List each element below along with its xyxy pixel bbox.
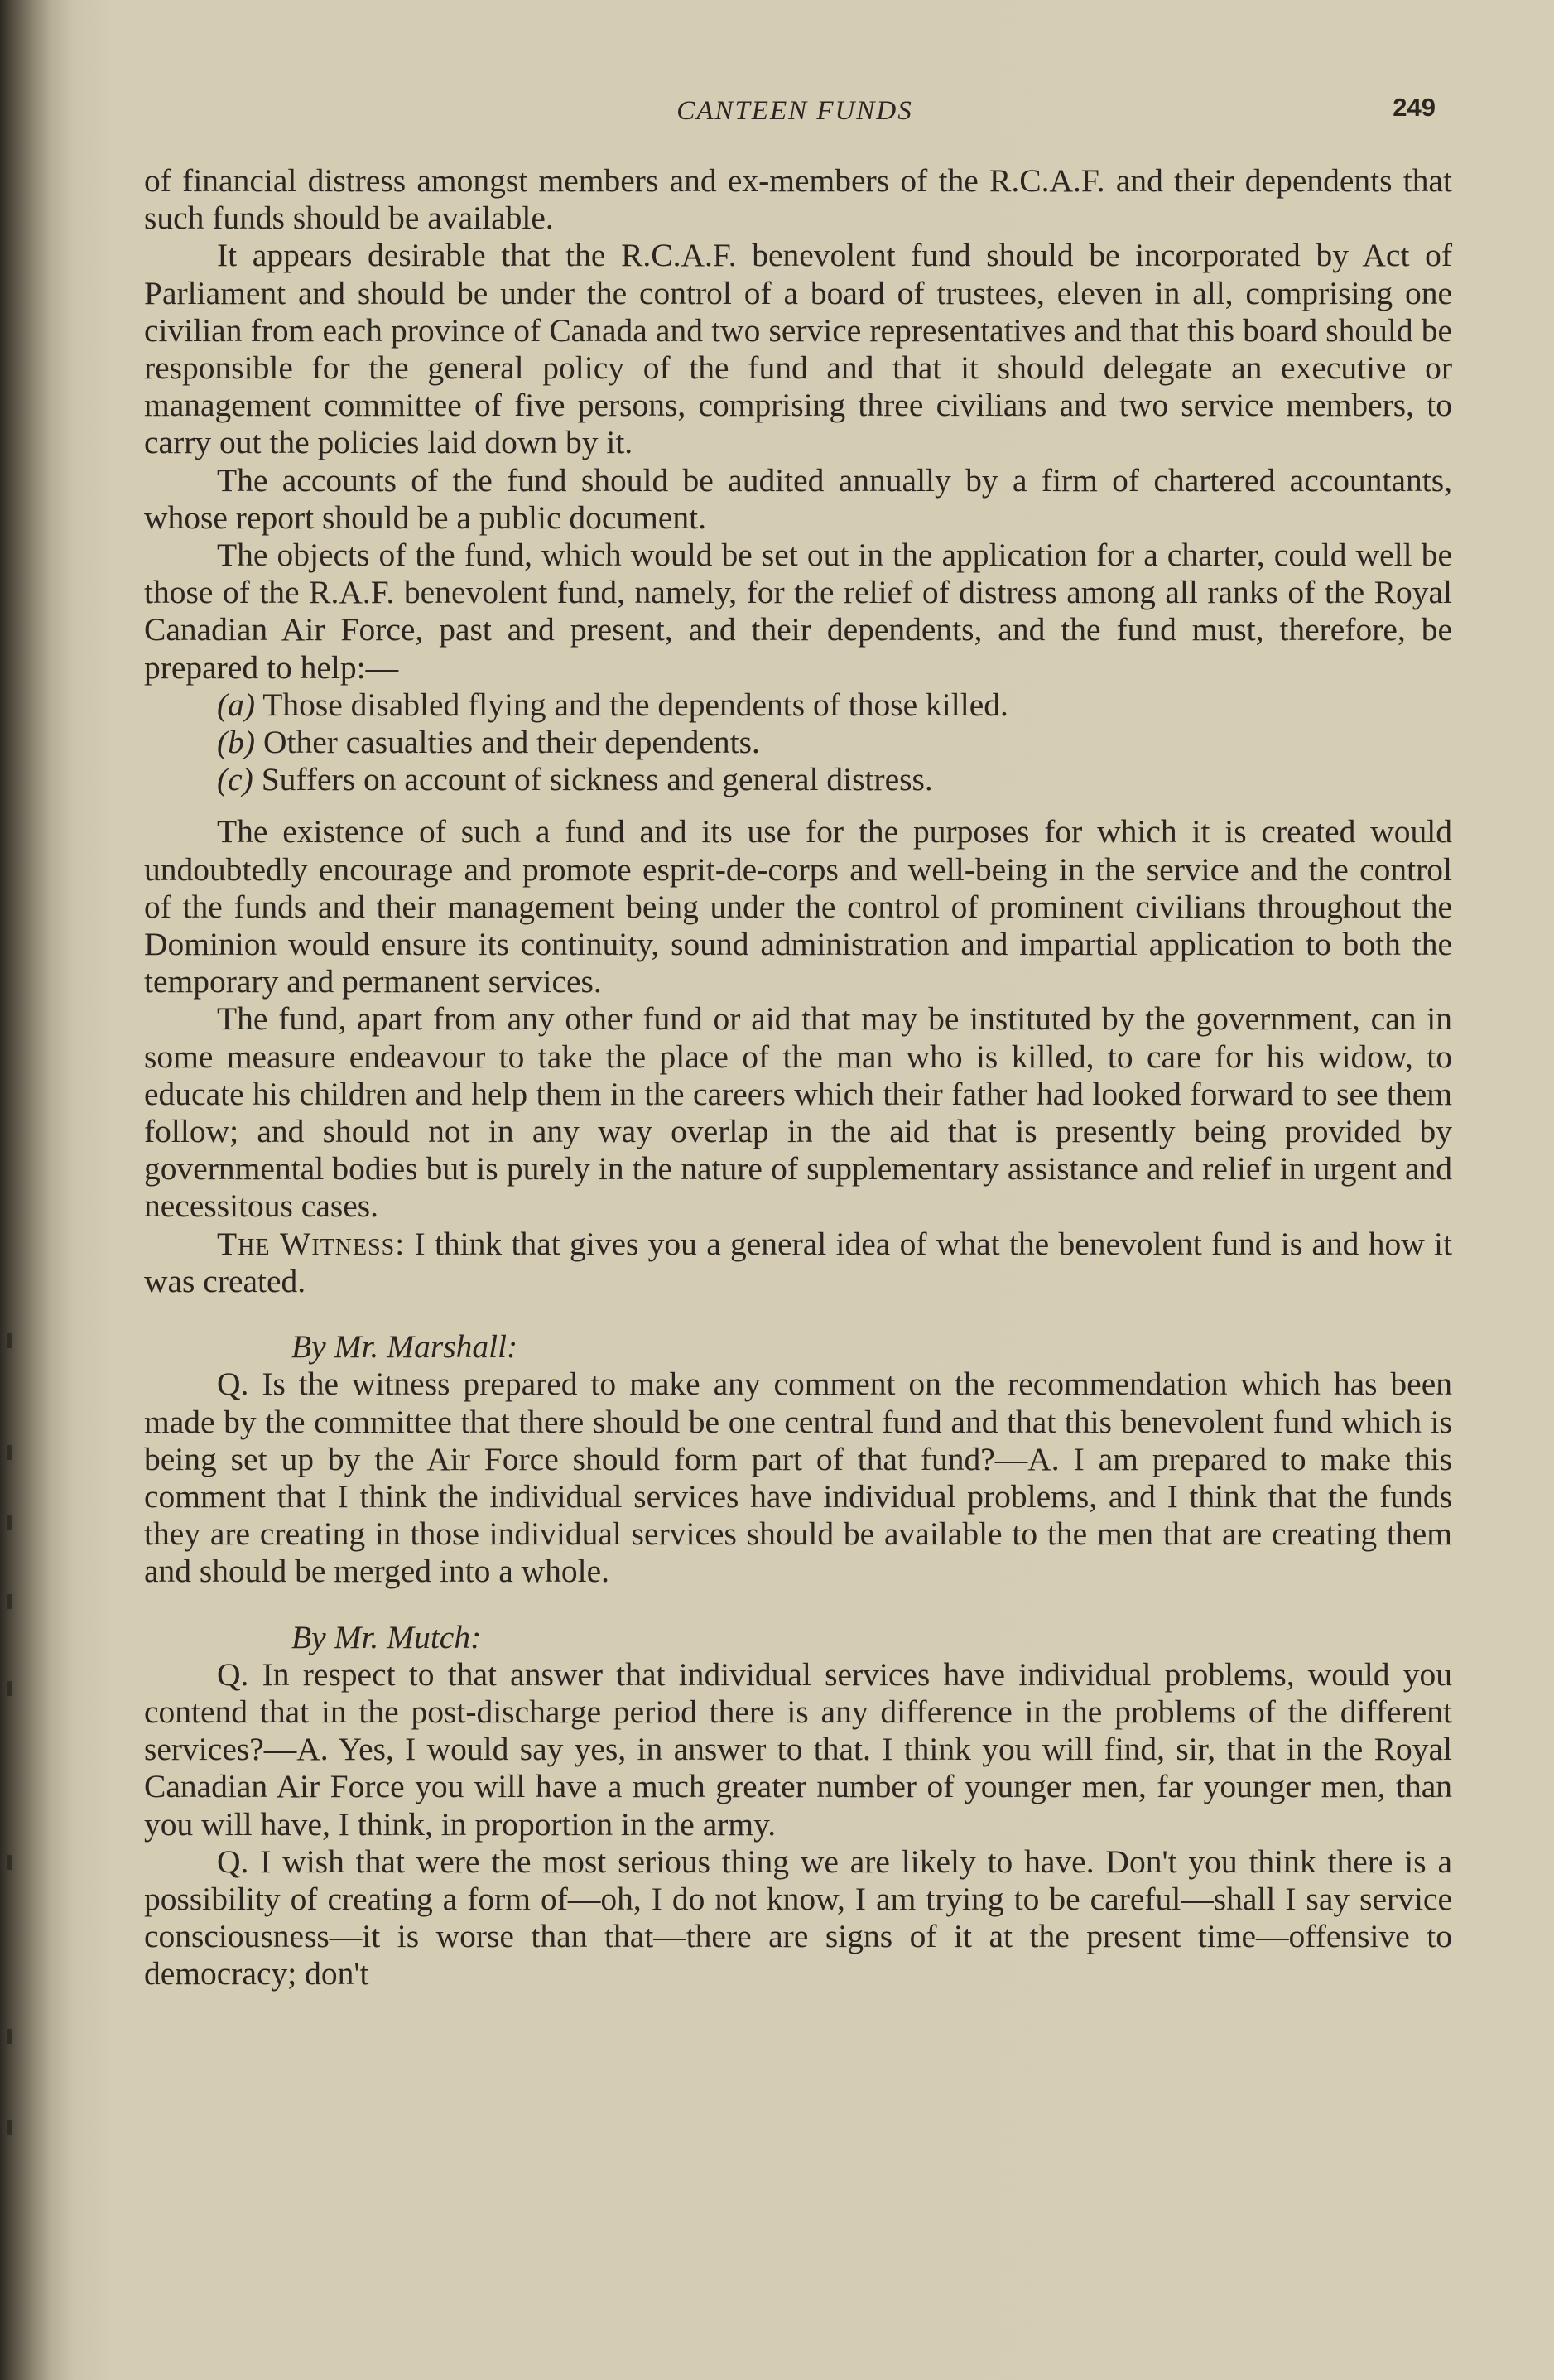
spacer [144, 1300, 1452, 1328]
question-mutch-2: Q. I wish that were the most serious thing we are likely to have. Don't you think there is a possibility of creating a form of—oh, I do not know, I am trying to be careful—shall I say service consciousness—it is worse than that—there are signs of it at the present time—offensive to democracy; don't [144, 1843, 1452, 1992]
objects-list [144, 687, 1452, 799]
gutter-mark [7, 1855, 12, 1870]
running-title: CANTEEN FUNDS [676, 96, 913, 126]
question-mutch-1: Q. In respect to that answer that individual services have individual problems, would you contend that in the post-discharge period there is any difference in the problems of the different services?—A. Yes, I would say yes, in answer to that. I think you will find, sir, that in the Royal Canadian Air Force you will have a much greater number of younger men, far younger men, than you will have, I think, in proportion in the army. [144, 1655, 1452, 1843]
spacer [144, 1591, 1452, 1619]
gutter-mark [7, 2120, 12, 2135]
paragraph-continuation: of financial distress amongst members and ex-members of the R.C.A.F. and their dependents that such funds should be available. [144, 162, 1452, 237]
paragraph-existence: The existence of such a fund and its use for the purposes for which it is created would undoubtedly encourage and promote esprit-de-corps and well-being in the service and the control of the funds and their management being under the control of prominent civilians throughout the Dominion would ensure its continuity, sound administration and impartial application to both the temporary and permanent services. [144, 813, 1452, 1000]
list-marker: (a) [217, 686, 256, 723]
paragraph-accounts: The accounts of the fund should be audited annually by a firm of chartered accountants, whose report should be a public document. [144, 461, 1452, 536]
witness-statement [144, 1226, 1452, 1300]
section-heading-marshall: By Mr. Marshall: [291, 1328, 518, 1366]
gutter-mark [7, 1445, 12, 1460]
list-marker: (c) [217, 761, 253, 798]
gutter-mark [7, 2029, 12, 2044]
body-text [144, 162, 1452, 1993]
list-item [144, 761, 1452, 798]
question-marshall: Q. Is the witness prepared to make any comment on the recommendation which has been made by the committee that there should be one central fund and that this benevolent fund which is being set up by the Air Force should form part of that fund?—A. I am prepared to make this comment that I think the individual services have individual problems, and I think that the funds they are creating in those individual services should be available to the men that are creating them and should be merged into a whole. [144, 1366, 1452, 1590]
list-text: Suffers on account of sickness and general distress. [261, 761, 933, 798]
page-number: 249 [1393, 93, 1436, 122]
gutter-mark [7, 1333, 12, 1348]
binding-gutter [0, 0, 25, 2380]
list-marker: (b) [217, 724, 256, 761]
list-item [144, 724, 1452, 761]
paragraph-fund-purpose: The fund, apart from any other fund or aid that may be instituted by the government, can in some measure endeavour to take the place of the man who is killed, to care for his widow, to educate his children and help them in the careers which their father had looked forward to see them follow; and should not in any way overlap in the aid that is presently being provided by governmental bodies but is purely in the nature of supplementary assistance and relief in urgent and necessitous cases. [144, 1000, 1452, 1225]
section-heading-mutch: By Mr. Mutch: [291, 1618, 482, 1655]
paragraph-incorporation: It appears desirable that the R.C.A.F. benevolent fund should be incorporated by Act of Parliament and should be under the control of a board of trustees, eleven in all, comprising one civilian from each province of Canada and two service representatives and that this board should be responsible for the general policy of the fund and that it should delegate an executive or management committee of five persons, comprising three civilians and two service members, to carry out the policies laid down by it. [144, 237, 1452, 461]
gutter-mark [7, 1515, 12, 1530]
witness-label: The Witness: [217, 1225, 406, 1262]
list-item [144, 687, 1452, 724]
spacer [144, 798, 1452, 813]
paragraph-objects: The objects of the fund, which would be set out in the application for a charter, could well be those of the R.A.F. benevolent fund, namely, for the relief of distress among all ranks of the Royal Canadian Air Force, past and present, and their dependents, and the fund must, therefore, be prepared to help:— [144, 537, 1452, 686]
gutter-mark [7, 1594, 12, 1609]
list-text: Other casualties and their dependents. [262, 724, 760, 761]
list-text: Those disabled flying and the dependents of those killed. [262, 686, 1008, 723]
running-header [141, 89, 1449, 134]
gutter-mark [7, 1681, 12, 1696]
witness-text: I think that gives you a general idea of what the benevolent fund is and how it was created. [144, 1225, 1452, 1299]
